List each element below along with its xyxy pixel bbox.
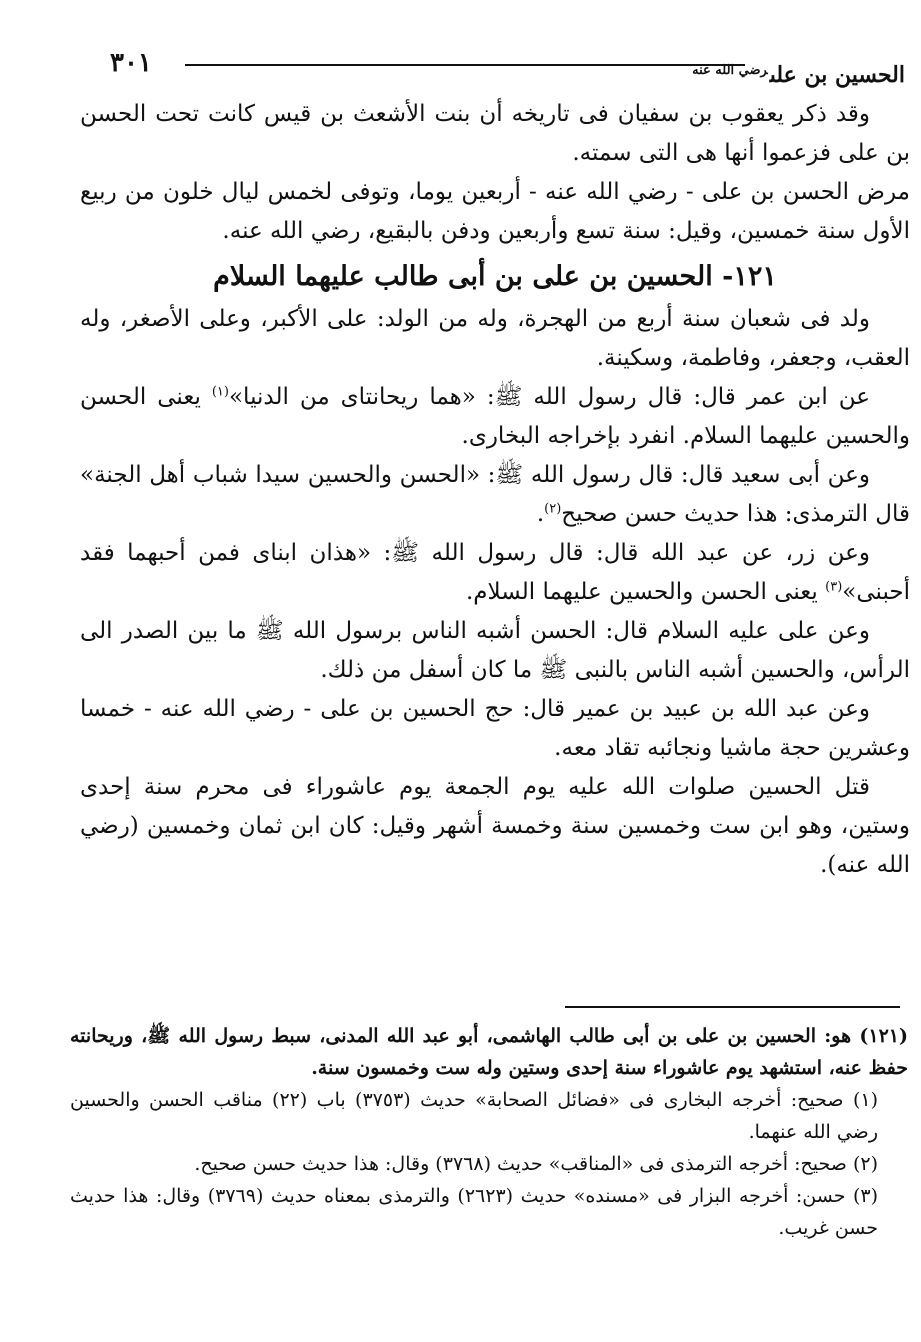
main-text bbox=[80, 95, 910, 885]
paragraph-hadith-1 bbox=[80, 378, 910, 456]
running-title bbox=[690, 62, 905, 88]
section-heading: ١٢١- الحسين بن على بن أبى طالب عليهما السلام bbox=[213, 261, 777, 292]
hadith-1-tail: يعنى الحسن والحسين عليهما السلام. انفرد بإخراجه البخارى. bbox=[80, 384, 910, 449]
footnote-2: (٢) صحيح: أخرجه الترمذى فى «المناقب» حديث (٣٧٦٨) وقال: هذا حديث حسن صحيح. bbox=[194, 1153, 878, 1175]
footnote-3: (٣) حسن: أخرجه البزار فى «مسنده» حديث (٢٦٢٣) والترمذى بمعناه حديث (٣٧٦٩) وقال: هذا حديث حسن غريب. bbox=[70, 1185, 879, 1239]
running-title-text: الحسين بن على bbox=[769, 62, 905, 88]
paragraph-hasan-death: مرض الحسن بن على - رضي الله عنه - أربعين يوما، وتوفى لخمس ليال خلون من ربيع الأول سنة خمسين، وقيل: سنة تسع وأربعين ودفن بالبقيع، رضي الله عنه. bbox=[80, 179, 910, 244]
paragraph-hadith-2: وعن أبى سعيد قال: قال رسول الله ﷺ: «الحسن والحسين سيدا شباب أهل الجنة» قال الترمذى: هذا حديث حسن صحيح$^{(٢)}$. bbox=[80, 462, 910, 527]
footnote-ref-3: (٣) bbox=[825, 579, 843, 595]
hadith-2-text: وعن أبى سعيد قال: قال رسول الله ﷺ: «الحسن والحسين سيدا شباب أهل الجنة» قال الترمذى: هذا حديث حسن صحيح bbox=[80, 462, 910, 527]
hadith-1-text: عن ابن عمر قال: قال رسول الله ﷺ: «هما ريحانتاى من الدنيا» bbox=[228, 384, 870, 410]
honorific-glyph: رضي الله عنه bbox=[692, 62, 768, 78]
footnote-121: (١٢١) هو: الحسين بن على بن أبى طالب الهاشمى، أبو عبد الله المدنى، سبط رسول الله ﷺ، وريحانته حفظ عنه، استشهد يوم عاشوراء سنة إحدى وستين وله ست وخمسون سنة. bbox=[70, 1025, 908, 1079]
footnote-1: (١) صحيح: أخرجه البخارى فى «فضائل الصحابة» حديث (٣٧٥٣) باب (٢٢) مناقب الحسن والحسين رضي الله عنهما. bbox=[70, 1089, 879, 1143]
paragraph-birth: ولد فى شعبان سنة أربع من الهجرة، وله من الولد: على الأكبر، وعلى الأصغر، وله العقب، وجعفر، وفاطمة، وسكينة. bbox=[80, 306, 910, 371]
paragraph-hajj: وعن عبد الله بن عبيد بن عمير قال: حج الحسين بن على - رضي الله عنه - خمسا وعشرين حجة ماشيا ونجائبه تقاد معه. bbox=[80, 696, 910, 761]
footnote-rule bbox=[565, 1006, 900, 1008]
page-number: ٣٠١ bbox=[110, 48, 152, 78]
page-header bbox=[110, 48, 905, 98]
paragraph-hasan-poisoning: وقد ذكر يعقوب بن سفيان فى تاريخه أن بنت الأشعث بن قيس كانت تحت الحسن بن على فزعموا أنها هى التى سمته. bbox=[80, 101, 910, 166]
footnote-ref-2: (٢) bbox=[544, 501, 562, 517]
hadith-3-text: وعن زر، عن عبد الله قال: قال رسول الله ﷺ: «هذان ابناى فمن أحبهما فقد أحبنى» bbox=[80, 540, 910, 605]
header-rule bbox=[185, 64, 745, 66]
footnote-ref-1: (١) bbox=[211, 384, 229, 400]
paragraph-martyrdom: قتل الحسين صلوات الله عليه يوم الجمعة يوم عاشوراء فى محرم سنة إحدى وستين، وهو ابن ست وخمسين سنة وخمسة أشهر وقيل: كان ابن ثمان وخمسين (رضي الله عنه). bbox=[80, 774, 910, 878]
footnotes bbox=[70, 1020, 908, 1244]
hadith-3-tail: يعنى الحسن والحسين عليهما السلام. bbox=[465, 579, 826, 605]
paragraph-resemblance: وعن على عليه السلام قال: الحسن أشبه الناس برسول الله ﷺ ما بين الصدر الى الرأس، والحسين أشبه الناس بالنبى ﷺ ما كان أسفل من ذلك. bbox=[80, 618, 910, 683]
paragraph-hadith-3 bbox=[80, 534, 910, 612]
